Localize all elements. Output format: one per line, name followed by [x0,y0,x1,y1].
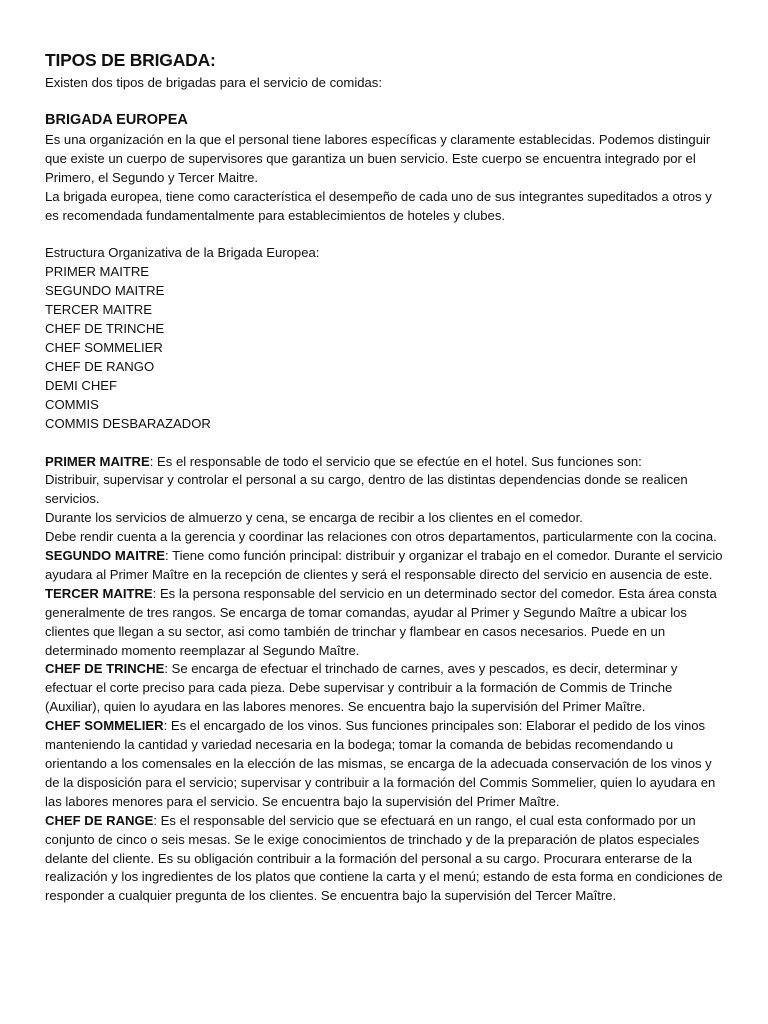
primer-maitre-paragraph [45,453,728,472]
list-item: CHEF DE TRINCHE [45,321,165,337]
section-paragraph-1: Es una organización en la que el personal tiene labores específicas y claramente establecidas. Podemos distinguir que existe un cuerpo de supervisores que garantiza un buen servicio. Este cuerpo se encuentra integrado por el Primero, el Segundo y Tercer Maitre. [45,131,711,185]
roles-list [45,263,728,433]
role-label: CHEF DE TRINCHE [45,661,165,677]
list-item: SEGUNDO MAITRE [45,283,165,299]
role-description: : Es el responsable del servicio que se efectuará en un rango, el cual esta conformado por un conjunto de cinco o seis mesas. Se le exige conocimientos de trinchado y de la preparación de platos especiales delante del cliente. Es su obligación contribuir a la formación del personal a su cargo. Procurara enterarse de la realización y los ingredientes de los platos que contiene la carta y el menú; estando de esta forma en condiciones de responder a cualquier pregunta de los clientes. Se encuentra bajo la supervisión del Tercer Maître. [45,812,723,904]
list-item: DEMI CHEF [45,377,118,393]
list-item: PRIMER MAITRE [45,264,150,280]
list-item: TERCER MAITRE [45,302,152,318]
list-item: COMMIS [45,396,99,412]
role-label: CHEF SOMMELIER [45,718,164,734]
spacer [45,434,728,453]
list-item: COMMIS DESBARAZADOR [45,415,211,431]
segundo-maitre-paragraph [45,547,728,585]
tercer-maitre-paragraph [45,585,728,661]
role-label: CHEF DE RANGE [45,812,154,828]
list-item: CHEF SOMMELIER [45,339,163,355]
primer-maitre-line: Debe rendir cuenta a la gerencia y coordinar las relaciones con otros departamentos, particularmente con la cocina. [45,529,717,545]
role-description: : Tiene como función principal: distribuir y organizar el trabajo en el comedor. Durante el servicio ayudara al Primer Maître en la recepción de clientes y será el responsable directo del servicio en ausencia de este. [45,548,723,582]
section-title: BRIGADA EUROPEA [45,111,188,128]
chef-de-range-paragraph [45,812,728,907]
section-paragraph-2: La brigada europea, tiene como característica el desempeño de cada uno de sus integrantes supeditados a otros y es recomendada fundamentalmente para establecimientos de hoteles y clubes. [45,188,712,223]
role-description: : Es la persona responsable del servicio en un determinado sector del comedor. Esta área consta generalmente de tres rangos. Se encarga de tomar comandas, ayudar al Primer y Segundo Maître a ubicar los clientes que llegan a su sector, asi como también de trinchar y flambear en casos necesarios. Puede en un determinado momento reemplazar al Segundo Maître. [45,585,717,658]
spacer [45,225,728,244]
role-label: PRIMER MAITRE [45,453,150,469]
structure-heading: Estructura Organizativa de la Brigada Europea: [45,245,320,261]
chef-sommelier-paragraph [45,717,728,812]
primer-maitre-line: Distribuir, supervisar y controlar el personal a su cargo, dentro de las distintas dependencias donde se realicen servicios. [45,472,688,507]
role-description: : Es el encargado de los vinos. Sus funciones principales son: Elaborar el pedido de los vinos manteniendo la cantidad y variedad necesaria en la bodega; tomar la comanda de bebidas recomendando u orientando a los comensales en la elección de las mismas, se encarga de la adecuada conservación de los vinos y de la disposición para el servicio; supervisar y contribuir a la formación del Commis Sommelier, quien lo ayudara en las labores menores para el servicio. Se encuentra bajo la supervisión del Primer Maître. [45,718,716,809]
primer-maitre-line: Durante los servicios de almuerzo y cena, se encarga de recibir a los clientes en el comedor. [45,510,583,526]
list-item: CHEF DE RANGO [45,358,155,374]
page-title: TIPOS DE BRIGADA: [45,50,216,70]
chef-de-trinche-paragraph [45,660,728,717]
intro-text: Existen dos tipos de brigadas para el servicio de comidas: [45,75,382,90]
role-description: : Se encarga de efectuar el trinchado de carnes, aves y pescados, es decir, determinar y efectuar el corte preciso para cada pieza. Debe supervisar y contribuir a la formación de Commis de Trinche (Auxiliar), quien lo ayudara en las labores menores. Se encuentra bajo la supervisión del Primer Maître. [45,661,678,715]
role-description: : Es el responsable de todo el servicio que se efectúe en el hotel. Sus funciones son: [149,453,642,469]
role-label: SEGUNDO MAITRE [45,548,166,564]
role-label: TERCER MAITRE [45,585,153,601]
